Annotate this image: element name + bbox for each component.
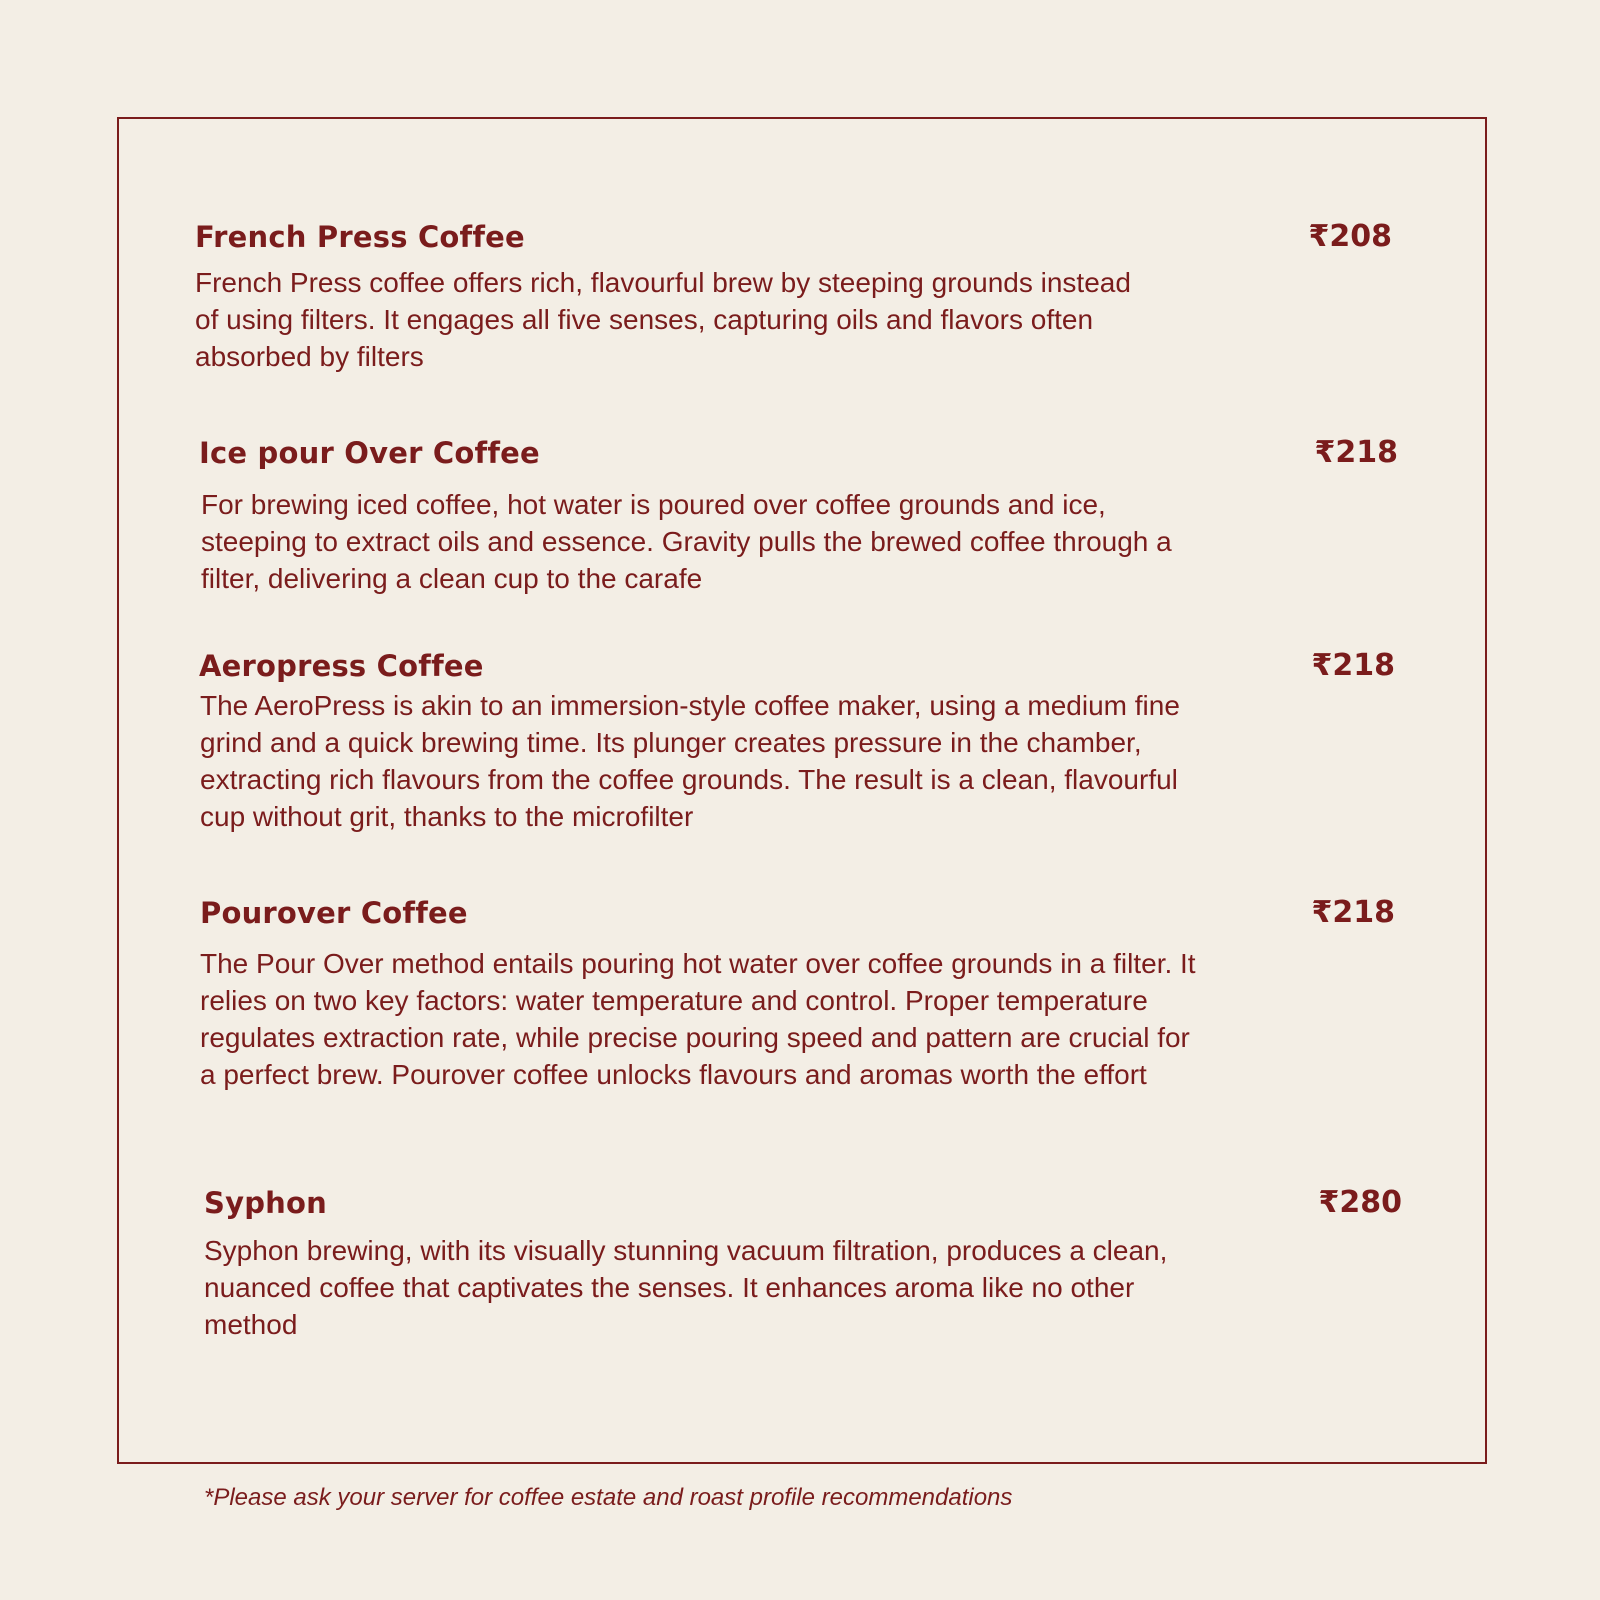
item-price: ₹218 <box>1314 435 1398 470</box>
item-name: Ice pour Over Coffee <box>199 436 540 470</box>
item-description: Syphon brewing, with its visually stunning vacuum filtration, produces a clean, nuanced coffee that captivates the senses. It enhances aroma like no other method <box>204 1235 1168 1340</box>
item-name: French Press Coffee <box>195 220 525 254</box>
item-description: French Press coffee offers rich, flavourful brew by steeping grounds instead of using filters. It engages all five senses, capturing oils and flavors often absorbed by filters <box>195 267 1131 372</box>
item-name: Pourover Coffee <box>200 896 468 930</box>
item-price: ₹218 <box>1311 648 1395 683</box>
item-name: Aeropress Coffee <box>199 649 484 683</box>
item-description: The AeroPress is akin to an immersion-style coffee maker, using a medium fine grind and a quick brewing time. Its plunger creates pressure in the chamber, extracting rich flavours from the coffee grounds. The result is a clean, flavourful cup without grit, thanks to the microfilter <box>200 690 1180 832</box>
item-name: Syphon <box>204 1186 327 1220</box>
footnote: *Please ask your server for coffee estate and roast profile recommendations <box>204 1484 1013 1511</box>
item-price: ₹280 <box>1318 1185 1402 1220</box>
item-price: ₹208 <box>1308 219 1392 254</box>
item-price: ₹218 <box>1311 895 1395 930</box>
item-description: For brewing iced coffee, hot water is poured over coffee grounds and ice, steeping to extract oils and essence. Gravity pulls the brewed coffee through a filter, delivering a clean cup to the carafe <box>201 489 1172 594</box>
item-description: The Pour Over method entails pouring hot water over coffee grounds in a filter. It relies on two key factors: water temperature and control. Proper temperature regulates extraction rate, while precise pouring speed and pattern are crucial for a perfect brew. Pourover coffee unlocks flavours and aromas worth the effort <box>200 948 1196 1090</box>
